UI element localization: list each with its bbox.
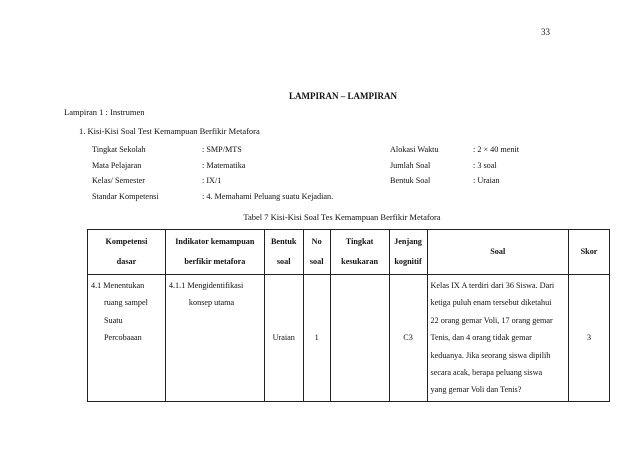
info-tingkat-label: Tingkat Sekolah — [92, 145, 146, 154]
cell-skor: 3 — [569, 275, 610, 402]
info-jumlah-value: : 3 soal — [473, 161, 497, 170]
header-tingkat-line1: Tingkat — [345, 237, 374, 246]
soal-line: ketiga puluh enam tersebut diketahui — [430, 298, 552, 308]
header-kompetensi-line1: Kompetensi — [105, 237, 148, 246]
header-jenjang — [389, 230, 427, 275]
soal-line: secara acak, berapa peluang siswa — [430, 368, 543, 378]
cell-no: 1 — [303, 275, 330, 402]
header-jenjang-line1: Jenjang — [394, 237, 422, 246]
info-jumlah-label: Jumlah Soal — [390, 161, 431, 170]
cell-soal — [427, 275, 569, 402]
header-indikator — [165, 230, 264, 275]
header-indikator-line2: berfikir metafora — [184, 257, 246, 266]
indikator-line: 4.1.1 Mengidentifikasi — [168, 281, 244, 290]
info-kelas-label: Kelas/ Semester — [92, 176, 145, 185]
table-row — [88, 275, 610, 402]
header-bentuk-line1: Bentuk — [270, 237, 297, 246]
subsection-title: 1. Kisi-Kisi Soal Test Kemampuan Berfikir Metafora — [79, 126, 260, 136]
soal-line: Tenis, dan 4 orang tidak gemar — [430, 333, 532, 343]
header-tingkat-line2: kesukaran — [341, 257, 379, 266]
header-kompetensi — [88, 230, 166, 275]
kisi-kisi-table — [87, 229, 610, 402]
header-no-line2: soal — [309, 257, 324, 266]
lampiran-label: Lampiran 1 : Instrumen — [64, 107, 145, 117]
info-standar-label: Standar Kompetensi — [92, 192, 159, 201]
indikator-line: konsep utama — [188, 298, 235, 308]
header-indikator-line1: Indikator kemampuan — [175, 237, 255, 246]
soal-line: 22 orang gemar Voli, 17 orang gemar — [430, 315, 553, 325]
soal-line: yang gemar Voli dan Tenis? — [430, 385, 522, 395]
header-tingkat — [330, 230, 389, 275]
kompetensi-line: ruang sampel — [104, 298, 148, 308]
page-title: LAMPIRAN – LAMPIRAN — [289, 91, 397, 101]
info-alokasi-value: : 2 × 40 menit — [473, 145, 520, 154]
header-bentuk-line2: soal — [276, 257, 291, 266]
header-bentuk — [264, 230, 303, 275]
soal-line: Kelas IX A terdiri dari 36 Siswa. Dari — [430, 281, 555, 290]
cell-indikator — [165, 275, 264, 402]
cell-bentuk: Uraian — [264, 275, 303, 402]
cell-tingkat — [330, 275, 389, 402]
info-bentuk-label: Bentuk Soal — [390, 176, 431, 185]
header-skor: Skor — [569, 230, 610, 275]
header-kompetensi-line2: dasar — [116, 257, 137, 266]
info-bentuk-value: : Uraian — [473, 176, 500, 185]
kompetensi-line: Suatu — [104, 315, 123, 325]
table-caption: Tabel 7 Kisi-Kisi Soal Tes Kemampuan Berfikir Metafora — [243, 212, 441, 222]
kompetensi-line: Percobaaan — [104, 333, 142, 343]
header-no-line1: No — [311, 237, 322, 246]
header-jenjang-line2: kognitif — [394, 257, 422, 266]
cell-jenjang: C3 — [389, 275, 427, 402]
header-soal: Soal — [427, 230, 569, 275]
page-number: 33 — [541, 27, 550, 37]
info-mapel-value: : Matematika — [202, 161, 246, 170]
soal-line: keduanya. Jika seorang siswa dipilih — [430, 350, 551, 360]
info-alokasi-label: Alokasi Waktu — [390, 145, 439, 154]
info-tingkat-value: : SMP/MTS — [202, 145, 242, 154]
kompetensi-line: 4.1 Menentukan — [91, 281, 145, 290]
table-header-row — [88, 230, 610, 275]
info-standar-value: : 4. Memahami Peluang suatu Kejadian. — [202, 192, 334, 201]
header-no — [303, 230, 330, 275]
info-mapel-label: Mata Pelajaran — [92, 161, 142, 170]
info-kelas-value: : IX/1 — [202, 176, 222, 185]
cell-kompetensi — [88, 275, 166, 402]
